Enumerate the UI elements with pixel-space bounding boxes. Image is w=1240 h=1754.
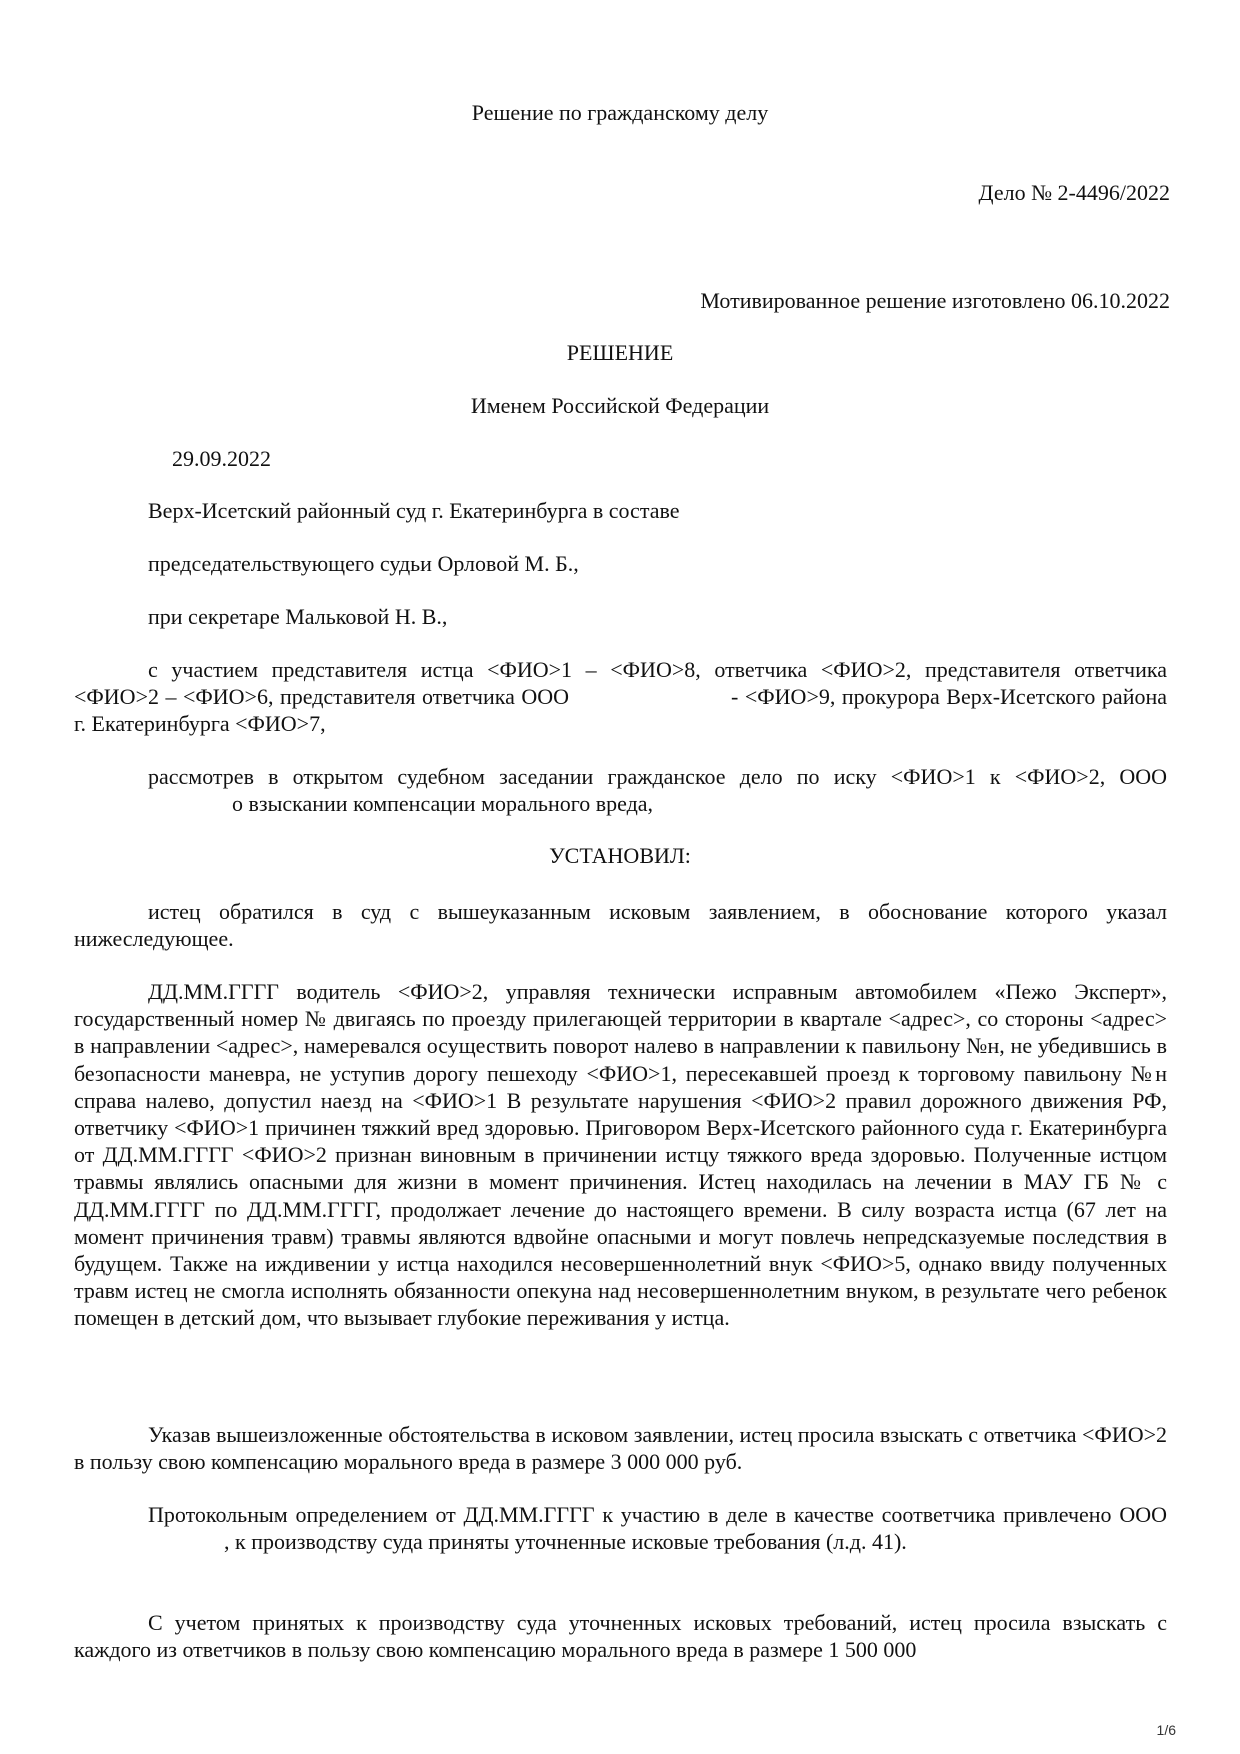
considering-text-part2: о взыскании компенсации морального вреда,	[232, 791, 654, 817]
decision-heading: РЕШЕНИЕ	[566, 340, 674, 365]
document-title: Решение по гражданскому делу	[471, 100, 769, 125]
participants-paragraph	[74, 656, 1167, 738]
judge-text: председательствующего судьи Орловой М. Б.,	[148, 551, 579, 576]
secretary-text: при секретаре Мальковой Н. В.,	[148, 604, 448, 629]
considering-paragraph	[74, 763, 1167, 817]
facts-paragraph	[74, 978, 1167, 1332]
protocol-paragraph	[74, 1501, 1167, 1555]
considering-text-part1: рассмотрев в открытом судебном заседании гражданское дело по иску <ФИО>1 к <ФИО>2, ООО	[148, 764, 1167, 789]
court-text: Верх-Исетский районный суд г. Екатеринбурга в составе	[148, 498, 680, 523]
protocol-text	[74, 1501, 1167, 1555]
motivated-decision-date: Мотивированное решение изготовлено 06.10.2022	[700, 288, 1170, 313]
secretary-paragraph	[74, 603, 1167, 630]
final-paragraph	[74, 1609, 1167, 1663]
decision-date: 29.09.2022	[172, 446, 271, 471]
claim-paragraph	[74, 898, 1167, 952]
protocol-text-part2: , к производству суда приняты уточненные исковые требования (л.д. 41).	[224, 1529, 907, 1555]
protocol-text-part1: Протокольным определением от ДД.ММ.ГГГГ к участию в деле в качестве соответчика привлечено ООО	[148, 1502, 1167, 1527]
judge-paragraph	[74, 550, 1167, 577]
demand-paragraph	[74, 1421, 1167, 1475]
demand-text: Указав вышеизложенные обстоятельства в исковом заявлении, истец просила взыскать с ответчика <ФИО>2 в пользу свою компенсацию морального вреда в размере 3 000 000 руб.	[74, 1422, 1167, 1475]
participants-text	[74, 656, 1167, 738]
considering-text	[74, 763, 1167, 817]
participants-text-part1: с участием представителя истца <ФИО>1 – <ФИО>8, ответчика <ФИО>2, представителя ответчика <ФИО>2 – <ФИО>6, представителя ответчика ООО	[74, 657, 1167, 710]
established-heading: УСТАНОВИЛ:	[549, 843, 691, 868]
participants-text-part2: - <ФИО>9, прокурора Верх-Исетского района г. Екатеринбурга <ФИО>7,	[74, 684, 1168, 737]
case-number: Дело № 2-4496/2022	[978, 180, 1170, 205]
in-name-heading: Именем Российской Федерации	[470, 393, 770, 418]
final-text: С учетом принятых к производству суда уточненных исковых требований, истец просила взыскать с каждого из ответчиков в пользу свою компенсацию морального вреда в размере 1 500 000	[74, 1610, 1167, 1663]
claim-text: истец обратился в суд с вышеуказанным исковым заявлением, в обоснование которого указал нижеследующее.	[74, 899, 1167, 952]
facts-text: ДД.ММ.ГГГГ водитель <ФИО>2, управляя технически исправным автомобилем «Пежо Эксперт», государственный номер № двигаясь по проезду прилегающей территории в квартале <адрес>, со стороны <адрес> в направлении <адрес>, намеревался осуществить поворот налево в направлении к павильону №н, не убедившись в безопасности маневра, не уступив дорогу пешеходу <ФИО>1, пересекавшей проезд к торговому павильону №н справа налево, допустил наезд на <ФИО>1 В результате нарушения <ФИО>2 правил дорожного движения РФ, ответчику <ФИО>1 причинен тяжкий вред здоровью. Приговором Верх-Исетского районного суда г. Екатеринбурга от ДД.ММ.ГГГГ <ФИО>2 признан виновным в причинении истцу тяжкого вреда здоровью. Полученные истцом травмы являлись опасными для жизни в момент причинения. Истец находилась на лечении в МАУ ГБ № с ДД.ММ.ГГГГ по ДД.ММ.ГГГГ, продолжает лечение до настоящего времени. В силу возраста истца (67 лет на момент причинения травм) травмы являются вдвойне опасными и могут повлечь непредсказуемые последствия в будущем. Также на иждивении у истца находился несовершеннолетний внук <ФИО>5, однако ввиду полученных травм истец не смогла исполнять обязанности опекуна над несовершеннолетним внуком, в результате чего ребенок помещен в детский дом, что вызывает глубокие переживания у истца.	[74, 979, 1167, 1331]
page-number: 1/6	[1156, 1722, 1176, 1738]
court-paragraph	[74, 497, 1167, 524]
